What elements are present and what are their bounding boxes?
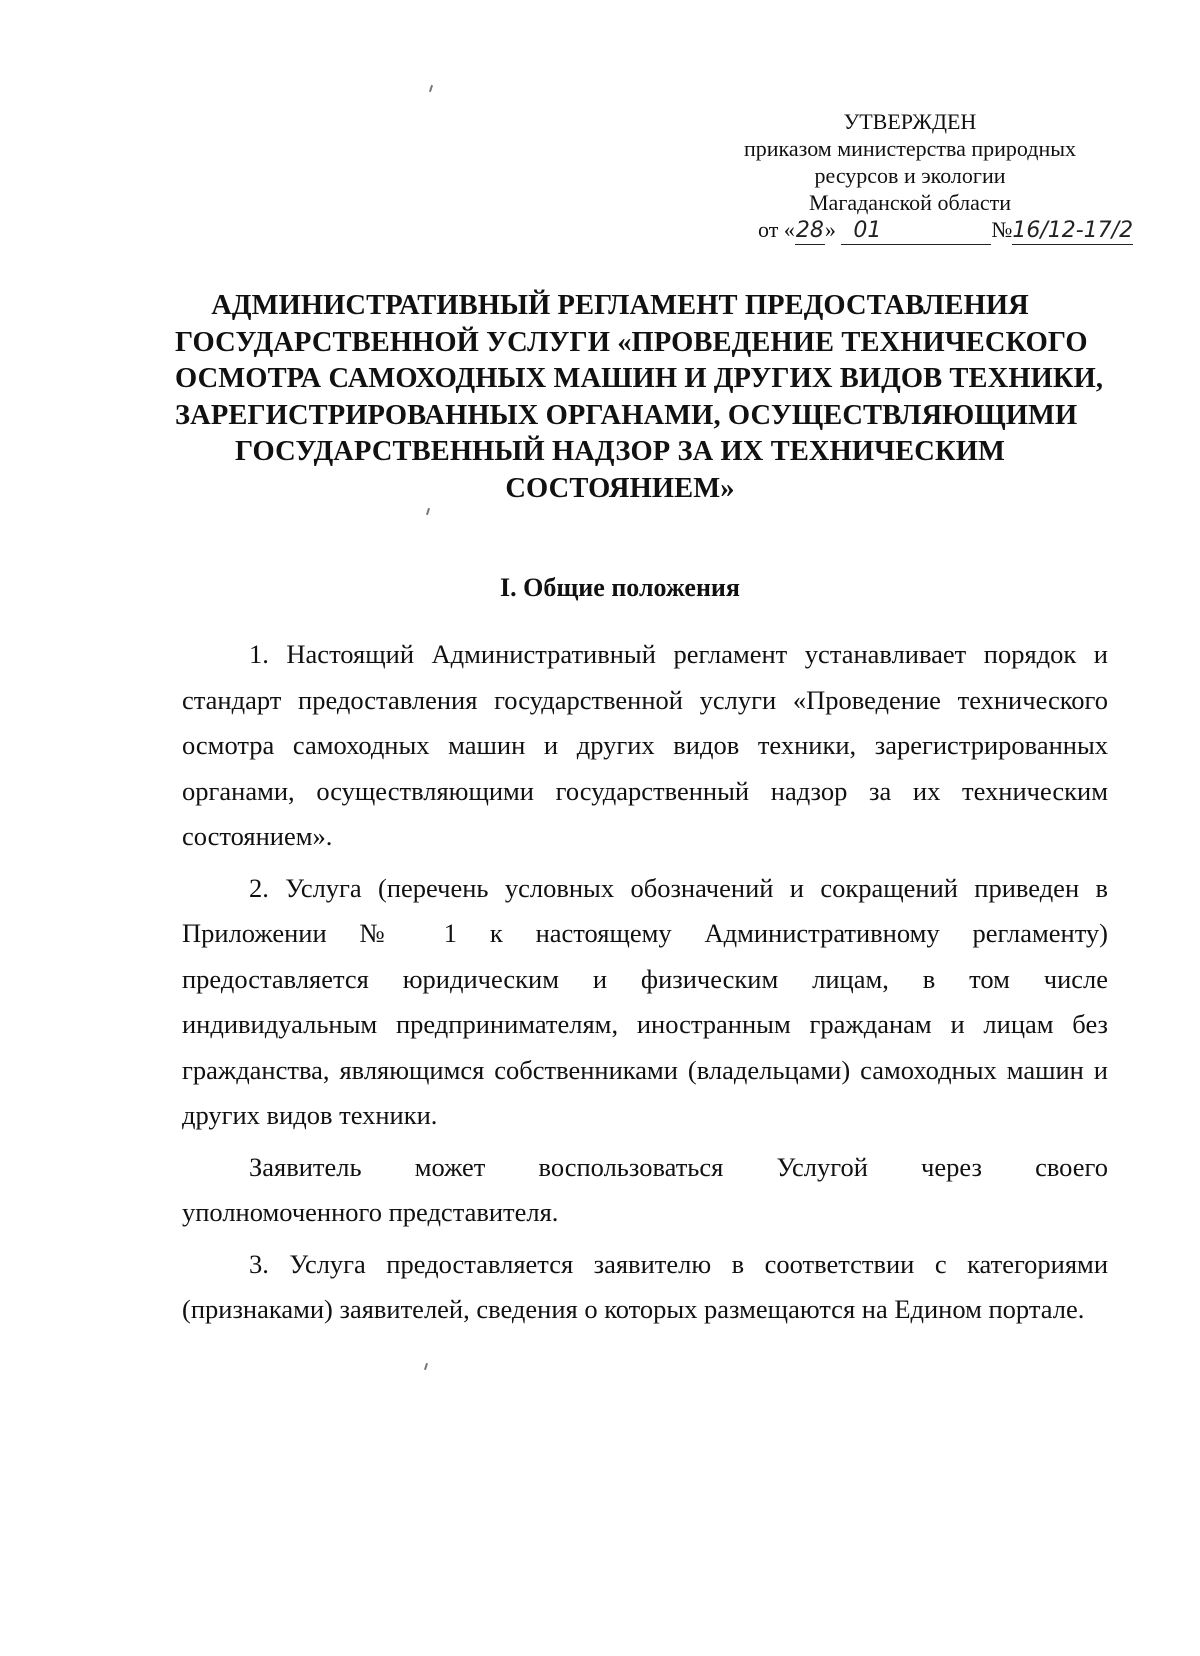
word: через — [921, 1151, 982, 1182]
approval-line-2: ресурсов и экологии — [814, 163, 1006, 188]
approval-line-3: Магаданской области — [809, 190, 1011, 215]
date-quote-close: » — [824, 217, 836, 242]
scan-speck — [429, 85, 433, 92]
word: своего — [1035, 1151, 1108, 1182]
applicant-second-line: уполномоченного представителя. — [182, 1197, 559, 1227]
applicant-first-line — [182, 1145, 1108, 1191]
title-line-2: ГОСУДАРСТВЕННОЙ УСЛУГИ «ПРОВЕДЕНИЕ ТЕХНИЧЕСКОГО — [175, 326, 1088, 358]
number-prefix: № — [991, 217, 1013, 242]
scan-speck — [426, 508, 430, 515]
title-line-1: АДМИНИСТРАТИВНЫЙ РЕГЛАМЕНТ ПРЕДОСТАВЛЕНИЯ — [211, 290, 1029, 321]
paragraph-1: 1. Настоящий Административный регламент устанавливает порядок и стандарт предоставления государственной услуги «Проведение технического осмотра самоходных машин и других видов техники, зарегистрированных органами, осуществляющими государственный надзор за их техническим состоянием». — [182, 639, 1108, 851]
document-body — [182, 632, 1108, 1339]
word: Услугой — [776, 1151, 868, 1182]
section-heading: I. Общие положения — [500, 573, 740, 602]
handwritten-month: 01 — [841, 217, 991, 245]
title-line-4: ЗАРЕГИСТРИРОВАННЫХ ОРГАНАМИ, ОСУЩЕСТВЛЯЮЩИМИ — [175, 399, 1078, 431]
word: воспользоваться — [538, 1151, 724, 1182]
document-title — [175, 288, 1104, 507]
approval-line-1: приказом министерства природных — [743, 136, 1077, 161]
approval-block — [700, 108, 1134, 245]
approval-date-line — [758, 216, 1134, 245]
scan-speck — [424, 1363, 428, 1370]
handwritten-number: 16/12-17/2 — [1012, 218, 1134, 243]
word: может — [414, 1151, 486, 1182]
paragraph-2: 2. Услуга (перечень условных обозначений и сокращений приведен в Приложении № 1 к настоящему Административному регламенту) предоставляется юридическим и физическим лицам, в том числе индивидуальным предпринимателям, иностранным гражданам и лицам без гражданства, являющимся собственниками (владельцами) самоходных машин и других видов техники. — [182, 872, 1108, 1130]
word: Заявитель — [249, 1151, 362, 1182]
title-line-6: СОСТОЯНИЕМ» — [505, 472, 735, 504]
title-line-3: ОСМОТРА САМОХОДНЫХ МАШИН И ДРУГИХ ВИДОВ ТЕХНИКИ, — [175, 363, 1104, 394]
date-prefix: от « — [758, 217, 795, 242]
paragraph-3: 3. Услуга предоставляется заявителю в соответствии с категориями (признаками) заявителей, сведения о которых размещаются на Едином портале. — [182, 1248, 1108, 1324]
handwritten-day: 28 — [795, 218, 824, 243]
title-line-5: ГОСУДАРСТВЕННЫЙ НАДЗОР ЗА ИХ ТЕХНИЧЕСКИМ — [235, 436, 1005, 467]
approval-status: УТВЕРЖДЕН — [843, 109, 977, 134]
paragraph-applicant — [182, 1145, 1108, 1236]
